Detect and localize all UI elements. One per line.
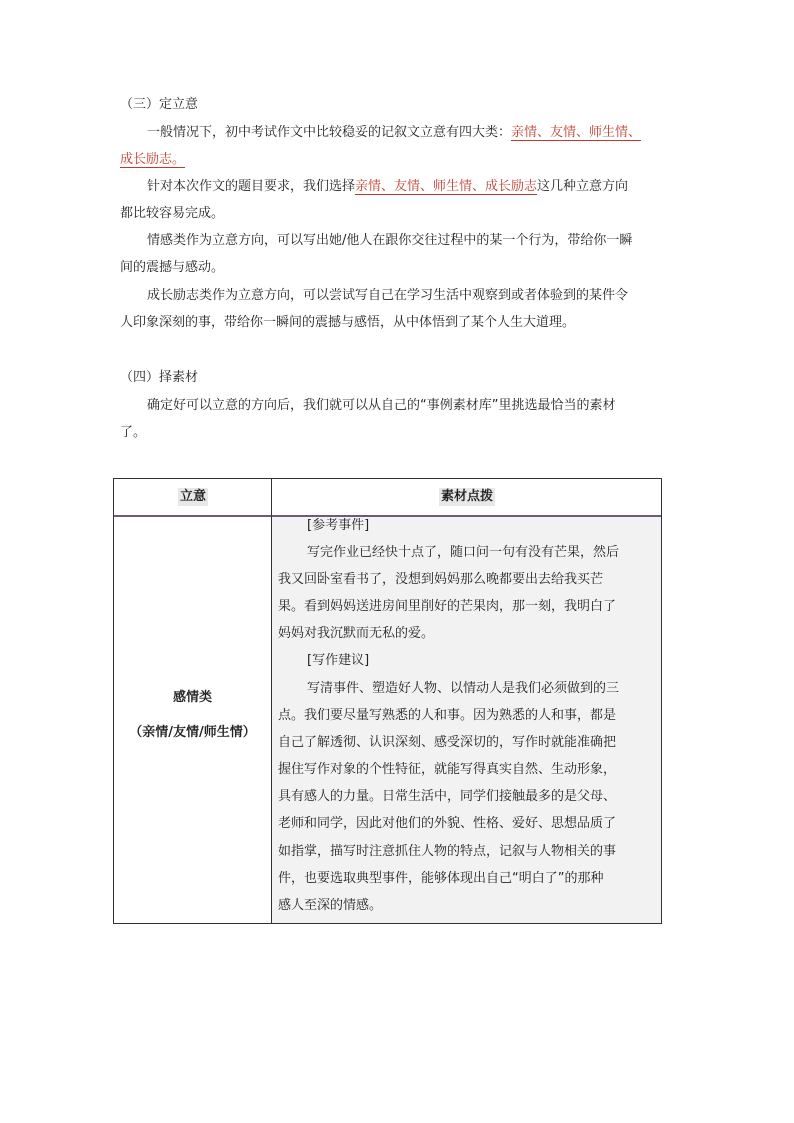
section3-paragraph1-line1 (147, 124, 641, 142)
header-col-material: 素材点拨 (441, 489, 494, 504)
section3-p2-text: 针对本次作文的题目要求，我们选择 (147, 179, 356, 194)
advice-line: 点。我们要尽量写熟悉的人和事。因为熟悉的人和事，都是 (278, 708, 617, 723)
section3-p1-highlight-cont: 成长励志。 (120, 152, 186, 167)
section4-paragraph1-line2: 了。 (120, 425, 147, 440)
section3-p1-highlight: 亲情、友情、师生情、 (511, 125, 642, 140)
section3-paragraph4-line2: 人印象深刻的事，带给你一瞬间的震撼与感悟，从中体悟到了某个人生大道理。 (120, 315, 576, 330)
advice-line: 件，也要选取典型事件，能够体现出自己“明白了”的那种 (278, 871, 604, 886)
advice-line: 自己了解透彻、认识深刻、感受深切的，写作时就能准确把 (278, 735, 617, 750)
section3-p2-text-cont: 这几种立意方向 (537, 179, 629, 194)
section3-heading: （三）定立意 (120, 97, 199, 112)
section4-heading: （四）择素材 (120, 370, 199, 385)
section3-paragraph3-line2: 间的震撼与感动。 (120, 260, 225, 275)
header-col-theme: 立意 (180, 489, 207, 504)
section3-paragraph3-line1: 情感类作为立意方向，可以写出她/他人在跟你交往过程中的某一个行为，带给你一瞬 (147, 233, 633, 248)
advice-line: 感人至深的情感。 (278, 898, 383, 913)
column-divider (271, 479, 272, 923)
advice-line: 写清事件、塑造好人物、以情动人是我们必须做到的三 (307, 681, 620, 696)
section3-paragraph1-line2 (120, 151, 185, 169)
section3-p1-text: 一般情况下，初中考试作文中比较稳妥的记叙文立意有四大类： (147, 125, 512, 140)
ref-line: 我又回卧室看书了，没想到妈妈那么晚都要出去给我买芒 (278, 572, 604, 587)
ref-line: 果。看到妈妈送进房间里削好的芒果肉，那一刻，我明白了 (278, 599, 617, 614)
section3-paragraph2-line2: 都比较容易完成。 (120, 206, 225, 221)
section3-paragraph4-line1: 成长励志类作为立意方向，可以尝试写自己在学习生活中观察到或者体验到的某件令 (147, 288, 629, 303)
advice-line: 具有感人的力量。日常生活中，同学们接触最多的是父母、 (278, 789, 617, 804)
row-category: 感情类 (172, 690, 212, 705)
advice-line: 老师和同学，因此对他们的外貌、性格、爱好、思想品质了 (278, 816, 617, 831)
material-table (113, 478, 662, 924)
row-category-sub: （亲情/友情/师生情） (129, 725, 256, 740)
advice-line: 如指掌，描写时注意抓住人物的特点，记叙与人物相关的事 (278, 844, 617, 859)
ref-event-label: [参考事件] (307, 518, 370, 533)
section4-paragraph1-line1: 确定好可以立意的方向后，我们就可以从自己的“事例素材库”里挑选最恰当的素材 (147, 398, 616, 413)
ref-line: 妈妈对我沉默而无私的爱。 (278, 626, 435, 641)
section3-p2-highlight: 亲情、友情、师生情、成长励志 (355, 179, 538, 194)
section3-paragraph2-line1 (147, 178, 628, 196)
advice-line: 握住写作对象的个性特征，就能写得真实自然、生动形象， (278, 762, 617, 777)
writing-advice-label: [写作建议] (307, 653, 370, 668)
ref-line: 写完作业已经快十点了，随口问一句有没有芒果，然后 (307, 545, 620, 560)
